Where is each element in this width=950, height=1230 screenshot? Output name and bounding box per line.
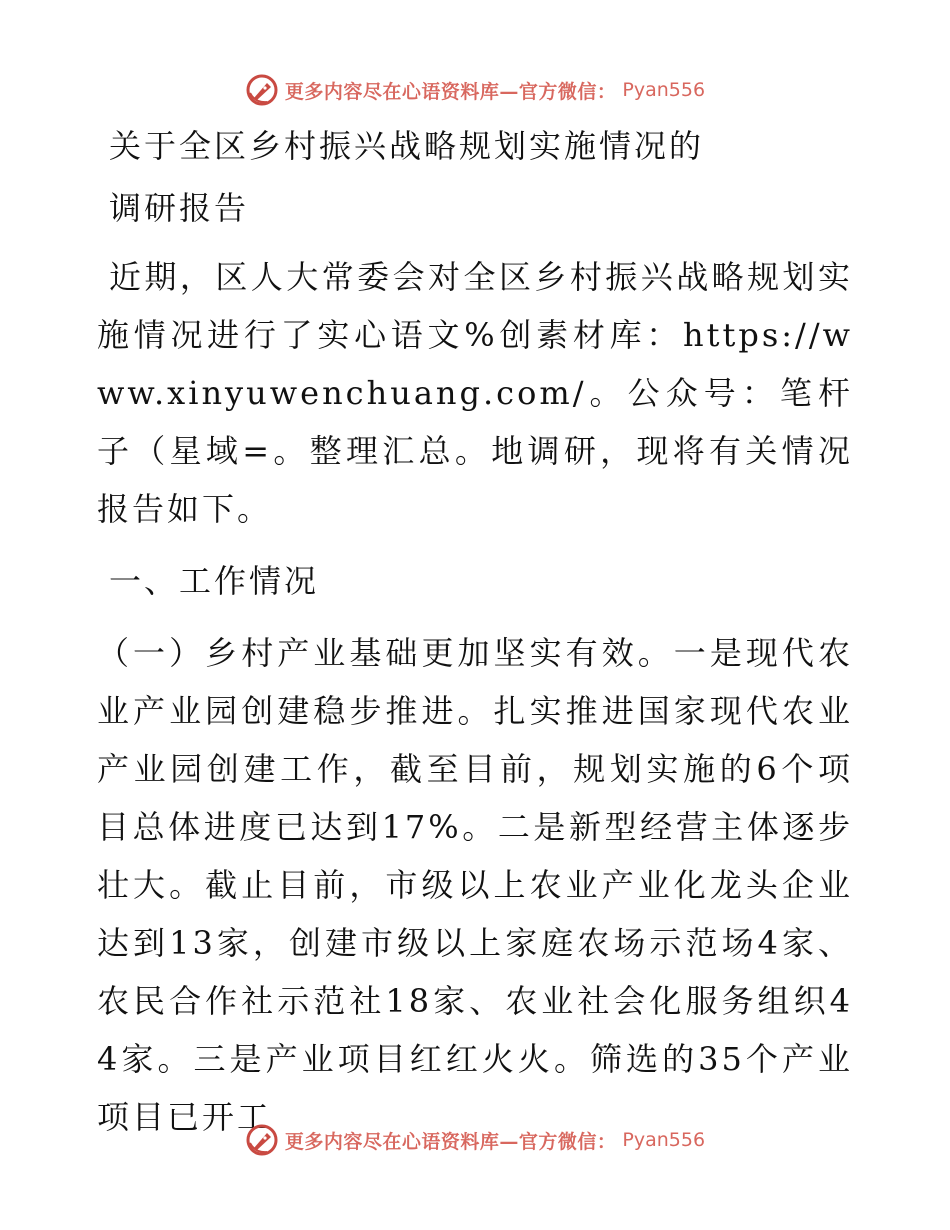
body-paragraph: （一）乡村产业基础更加坚实有效。一是现代农业产业园创建稳步推进。扎实推进国家现代农业产业园创建工作，截至目前，规划实施的6个项目总体进度已达到17%。二是新型经营主体逐步壮大。截止目前，市级以上农业产业化龙头企业达到13家，创建市级以上家庭农场示范场4家、农民合作社示范社18家、农业社会化服务组织44家。三是产业项目红红火火。筛选的35个产业项目已开工 [97, 634, 853, 1136]
doc-title-line-2: 调研报告 [109, 189, 250, 227]
banner-text: 更多内容尽在心语资料库—官方微信： [284, 1130, 617, 1153]
footer-watermark-banner [0, 1120, 950, 1160]
pen-nib-circle-icon [245, 1123, 279, 1157]
section-heading: 一、工作情况 [109, 562, 320, 600]
intro-paragraph: 近期，区人大常委会对全区乡村振兴战略规划实施情况进行了实心语文%创素材库：https://www.xinyuwenchuang.com/。公众号：笔杆子（星域=。整理汇总。地调研，现将有关情况报告如下。 [97, 258, 853, 528]
banner-text: 更多内容尽在心语资料库—官方微信： [284, 80, 617, 103]
header-watermark-banner [0, 70, 950, 110]
doc-title-line-1: 关于全区乡村振兴战略规划实施情况的 [109, 127, 705, 165]
document-body [97, 124, 853, 1146]
pen-nib-circle-icon [245, 73, 279, 107]
banner-contact: Pyan556 [622, 79, 706, 101]
banner-contact: Pyan556 [622, 1129, 706, 1151]
